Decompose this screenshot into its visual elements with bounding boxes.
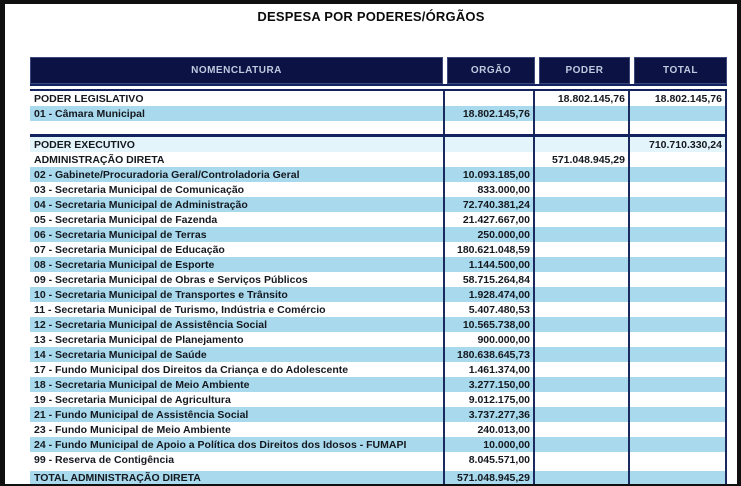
- cell-orgao: 1.928.474,00: [443, 287, 535, 302]
- cell-poder: [535, 392, 630, 407]
- cell-poder: [535, 257, 630, 272]
- cell-poder: [535, 362, 630, 377]
- table-row: [30, 347, 727, 362]
- column-header-poder: PODER: [539, 57, 630, 84]
- column-header-orgao: ORGÃO: [447, 57, 535, 84]
- cell-nomenclatura: 24 - Fundo Municipal de Apoio a Política dos Direitos dos Idosos - FUMAPI: [34, 438, 407, 451]
- cell-total: [630, 392, 727, 407]
- cell-total: [630, 287, 727, 302]
- cell-orgao: 3.277.150,00: [443, 377, 535, 392]
- table-row: [30, 407, 727, 422]
- cell-orgao: 9.012.175,00: [443, 392, 535, 407]
- cell-orgao: 180.638.645,73: [443, 347, 535, 362]
- table-row: [30, 392, 727, 407]
- cell-nomenclatura: ADMINISTRAÇÃO DIRETA: [34, 153, 165, 166]
- table-row: [30, 197, 727, 212]
- table-body: [30, 91, 727, 484]
- cell-nomenclatura: 10 - Secretaria Municipal de Transportes e Trânsito: [34, 288, 288, 301]
- cell-orgao: 900.000,00: [443, 332, 535, 347]
- cell-nomenclatura: 18 - Secretaria Municipal de Meio Ambiente: [34, 378, 250, 391]
- table-row: [30, 272, 727, 287]
- cell-total: [630, 242, 727, 257]
- cell-total: [630, 362, 727, 377]
- cell-orgao: 1.461.374,00: [443, 362, 535, 377]
- cell-total: [630, 422, 727, 437]
- cell-nomenclatura: 06 - Secretaria Municipal de Terras: [34, 228, 207, 241]
- cell-total: [630, 227, 727, 242]
- cell-poder: [535, 137, 630, 152]
- expenses-table: [30, 57, 727, 484]
- cell-orgao: 250.000,00: [443, 227, 535, 242]
- cell-nomenclatura: [30, 121, 443, 134]
- cell-nomenclatura: PODER EXECUTIVO: [34, 138, 135, 151]
- cell-orgao: 10.093.185,00: [443, 167, 535, 182]
- table-row: [30, 182, 727, 197]
- table-row: [30, 167, 727, 182]
- cell-poder: [535, 197, 630, 212]
- cell-orgao: [443, 121, 535, 134]
- cell-total: [630, 167, 727, 182]
- cell-orgao: 10.565.738,00: [443, 317, 535, 332]
- cell-total: [630, 332, 727, 347]
- cell-orgao: [443, 91, 535, 106]
- cell-orgao: 18.802.145,76: [443, 106, 535, 121]
- cell-orgao: 3.737.277,36: [443, 407, 535, 422]
- table-row: [30, 257, 727, 272]
- cell-nomenclatura: 19 - Secretaria Municipal de Agricultura: [34, 393, 231, 406]
- table-row: [30, 242, 727, 257]
- cell-nomenclatura: 07 - Secretaria Municipal de Educação: [34, 243, 225, 256]
- table-row: [30, 106, 727, 121]
- cell-nomenclatura: 17 - Fundo Municipal dos Direitos da Criança e do Adolescente: [34, 363, 349, 376]
- cell-orgao: 58.715.264,84: [443, 272, 535, 287]
- cell-total: [630, 452, 727, 467]
- table-row: [30, 452, 727, 467]
- header-double-rule: [30, 84, 727, 91]
- cell-poder: [535, 422, 630, 437]
- cell-orgao: 8.045.571,00: [443, 452, 535, 467]
- cell-poder: [535, 212, 630, 227]
- cell-poder: [535, 452, 630, 467]
- table-row: [30, 362, 727, 377]
- cell-orgao: 21.427.667,00: [443, 212, 535, 227]
- table-row: [30, 137, 727, 152]
- cell-poder: [535, 227, 630, 242]
- cell-total: [630, 257, 727, 272]
- cell-poder: [535, 272, 630, 287]
- cell-poder: [535, 302, 630, 317]
- cell-poder: [535, 407, 630, 422]
- cell-nomenclatura: 03 - Secretaria Municipal de Comunicação: [34, 183, 245, 196]
- cell-orgao: [443, 137, 535, 152]
- cell-orgao: 240.013,00: [443, 422, 535, 437]
- cell-nomenclatura: 23 - Fundo Municipal de Meio Ambiente: [34, 423, 231, 436]
- cell-orgao: [443, 152, 535, 167]
- cell-total: [630, 437, 727, 452]
- cell-poder: [535, 287, 630, 302]
- cell-total: [630, 212, 727, 227]
- column-header-total: TOTAL: [634, 57, 727, 84]
- cell-total: [630, 121, 727, 134]
- spacer-row: [30, 121, 727, 134]
- cell-orgao: 180.621.048,59: [443, 242, 535, 257]
- cell-total: 18.802.145,76: [630, 91, 727, 106]
- cell-poder: [535, 347, 630, 362]
- cell-orgao: 10.000,00: [443, 437, 535, 452]
- cell-poder: [535, 182, 630, 197]
- table-header-row: [30, 57, 727, 84]
- table-row: [30, 317, 727, 332]
- table-row: [30, 377, 727, 392]
- cell-total: [630, 106, 727, 121]
- page-title: DESPESA POR PODERES/ÓRGÃOS: [257, 9, 485, 24]
- cell-total: [630, 471, 727, 484]
- cell-nomenclatura: TOTAL ADMINISTRAÇÃO DIRETA: [34, 471, 201, 484]
- cell-nomenclatura: 99 - Reserva de Contigência: [34, 453, 175, 466]
- cell-poder: [535, 471, 630, 484]
- table-row: [30, 91, 727, 106]
- cell-poder: [535, 106, 630, 121]
- cell-nomenclatura: 21 - Fundo Municipal de Assistência Social: [34, 408, 249, 421]
- table-row: [30, 471, 727, 484]
- cell-total: [630, 317, 727, 332]
- cell-nomenclatura: 12 - Secretaria Municipal de Assistência Social: [34, 318, 268, 331]
- cell-nomenclatura: 05 - Secretaria Municipal de Fazenda: [34, 213, 218, 226]
- cell-total: [630, 377, 727, 392]
- cell-orgao: 72.740.381,24: [443, 197, 535, 212]
- cell-nomenclatura: 13 - Secretaria Municipal de Planejamento: [34, 333, 244, 346]
- cell-nomenclatura: PODER LEGISLATIVO: [34, 92, 144, 105]
- cell-total: [630, 302, 727, 317]
- table-row: [30, 422, 727, 437]
- cell-nomenclatura: 01 - Câmara Municipal: [34, 107, 145, 120]
- cell-poder: [535, 121, 630, 134]
- cell-orgao: 5.407.480,53: [443, 302, 535, 317]
- cell-nomenclatura: 14 - Secretaria Municipal de Saúde: [34, 348, 207, 361]
- cell-poder: [535, 377, 630, 392]
- cell-poder: [535, 242, 630, 257]
- cell-total: [630, 347, 727, 362]
- cell-nomenclatura: 02 - Gabinete/Procuradoria Geral/Controladoria Geral: [34, 168, 300, 181]
- cell-total: [630, 272, 727, 287]
- table-row: [30, 287, 727, 302]
- cell-nomenclatura: 08 - Secretaria Municipal de Esporte: [34, 258, 215, 271]
- cell-poder: [535, 437, 630, 452]
- table-row: [30, 437, 727, 452]
- table-row: [30, 212, 727, 227]
- cell-total: [630, 182, 727, 197]
- table-row: [30, 332, 727, 347]
- cell-poder: [535, 332, 630, 347]
- cell-orgao: 1.144.500,00: [443, 257, 535, 272]
- table-row: [30, 152, 727, 167]
- cell-orgao: 571.048.945,29: [443, 471, 535, 484]
- cell-total: 710.710.330,24: [630, 137, 727, 152]
- table-row: [30, 227, 727, 242]
- cell-poder: 18.802.145,76: [535, 91, 630, 106]
- cell-nomenclatura: 11 - Secretaria Municipal de Turismo, Indústria e Comércio: [34, 303, 326, 316]
- cell-nomenclatura: 09 - Secretaria Municipal de Obras e Serviços Públicos: [34, 273, 308, 286]
- table-row: [30, 302, 727, 317]
- cell-orgao: 833.000,00: [443, 182, 535, 197]
- cell-total: [630, 197, 727, 212]
- cell-poder: 571.048.945,29: [535, 152, 630, 167]
- column-header-nomenclatura: NOMENCLATURA: [30, 57, 443, 84]
- cell-poder: [535, 167, 630, 182]
- cell-total: [630, 152, 727, 167]
- cell-poder: [535, 317, 630, 332]
- cell-nomenclatura: 04 - Secretaria Municipal de Administração: [34, 198, 248, 211]
- cell-total: [630, 407, 727, 422]
